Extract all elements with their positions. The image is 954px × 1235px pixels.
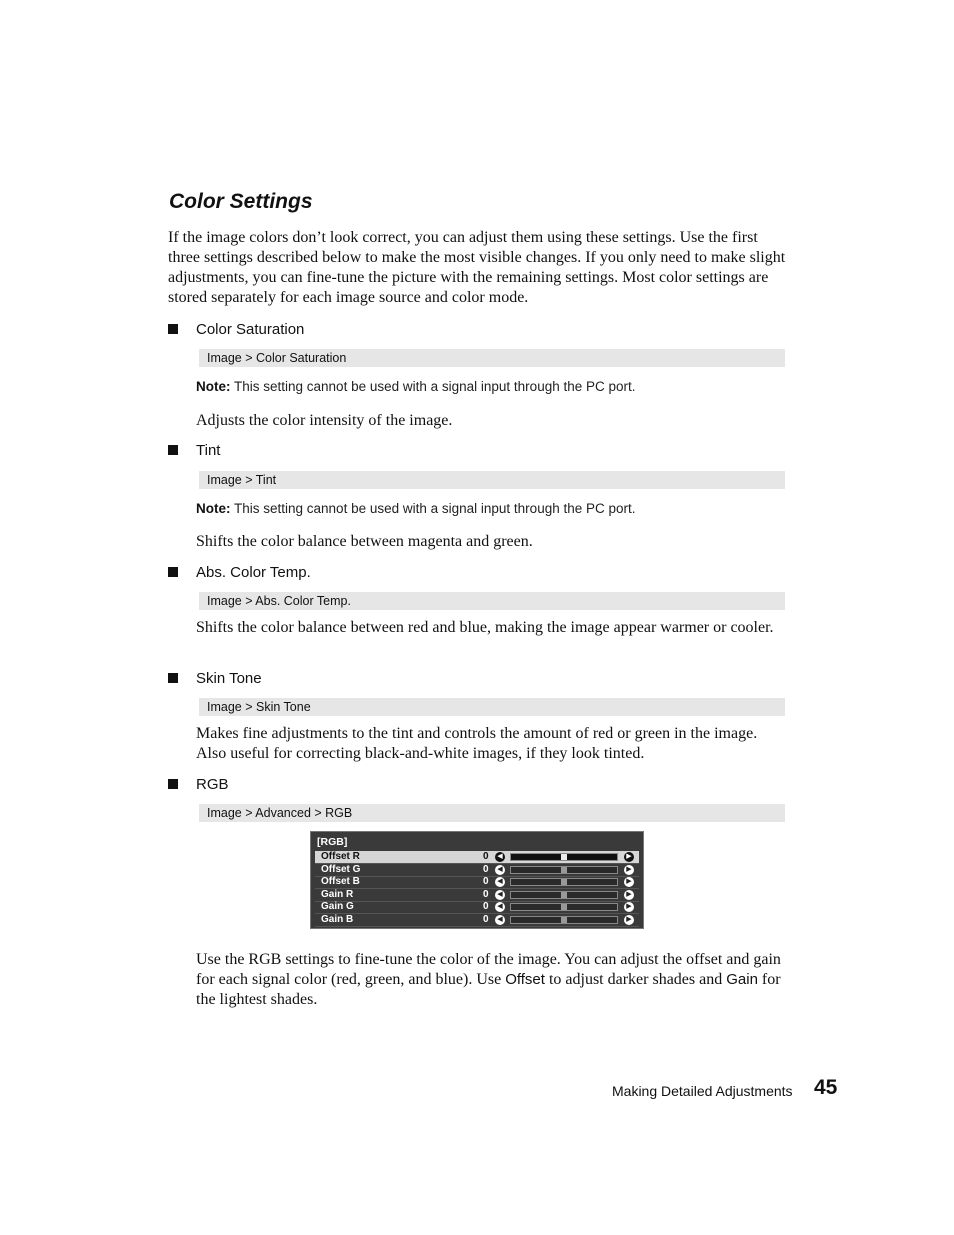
rgb-row-value: 0: [483, 876, 489, 888]
rgb-row-label: Offset R: [321, 851, 360, 862]
arrow-right-icon: ▶: [624, 852, 634, 862]
rgb-menu-screenshot: [310, 831, 644, 929]
bullet-label: Tint: [196, 441, 221, 459]
offset-term: Offset: [505, 971, 545, 988]
rgb-slider-track: [510, 878, 618, 886]
rgb-row-value: 0: [483, 914, 489, 925]
rgb-slider-track: [510, 916, 618, 924]
menu-path-bar: Image > Skin Tone: [199, 698, 785, 716]
bullet-label: Abs. Color Temp.: [196, 563, 311, 581]
bullet-color-saturation: [168, 319, 304, 339]
note-label: Note:: [196, 379, 231, 394]
rgb-menu-row: [315, 901, 639, 914]
bullet-square-icon: [168, 779, 178, 789]
description: Makes fine adjustments to the tint and controls the amount of red or green in the image. Also useful for correcting black-and-white images, if they look tinted.: [196, 725, 758, 762]
bullet-label: Color Saturation: [196, 320, 305, 338]
arrow-left-icon: ◀: [495, 902, 505, 912]
arrow-right-icon: ▶: [624, 865, 634, 875]
rgb-slider-track: [510, 891, 618, 899]
arrow-left-icon: ◀: [495, 852, 505, 862]
arrow-right-icon: ▶: [624, 890, 634, 900]
bullet-label: RGB: [196, 775, 229, 793]
rgb-desc-part3: for the lightest shades.: [196, 971, 781, 1008]
rgb-menu-title: [RGB]: [317, 836, 348, 848]
rgb-row-value: 0: [483, 888, 489, 900]
arrow-right-icon: ▶: [624, 915, 634, 925]
footer-section-title: Making Detailed Adjustments: [612, 1083, 793, 1099]
bullet-square-icon: [168, 567, 178, 577]
rgb-row-label: Gain R: [321, 888, 354, 900]
note-label: Note:: [196, 501, 231, 516]
arrow-left-icon: ◀: [495, 865, 505, 875]
rgb-slider-track: [510, 903, 618, 911]
arrow-left-icon: ◀: [495, 890, 505, 900]
rgb-row-label: Gain G: [321, 901, 354, 913]
rgb-row-value: 0: [483, 851, 489, 862]
arrow-right-icon: ▶: [624, 902, 634, 912]
description: Adjusts the color intensity of the image.: [196, 412, 453, 429]
intro-paragraph: If the image colors don’t look correct, you can adjust them using these settings. Use the first three settings described below to make the most visible changes. If you only need to make slight adjustments, you can fine-tune the picture with the remaining settings. Most color settings are stored separately for each image source and color mode.: [168, 229, 786, 306]
rgb-row-label: Offset B: [321, 876, 360, 888]
rgb-row-label: Offset G: [321, 863, 361, 875]
bullet-square-icon: [168, 324, 178, 334]
note-text: This setting cannot be used with a signal input through the PC port.: [230, 501, 636, 516]
bullet-square-icon: [168, 673, 178, 683]
rgb-desc-part2: to adjust darker shades and: [544, 971, 727, 988]
gain-term: Gain: [726, 971, 758, 988]
note-text: This setting cannot be used with a signal input through the PC port.: [230, 379, 636, 394]
rgb-slider-knob: [561, 917, 567, 923]
bullet-skin-tone: [168, 668, 262, 688]
rgb-menu-row: [315, 914, 639, 927]
menu-path-bar: Image > Advanced > RGB: [199, 804, 785, 822]
bullet-abs-color-temp: [168, 562, 311, 582]
rgb-menu-row: [315, 864, 639, 877]
bullet-tint: [168, 440, 220, 460]
rgb-menu-row: [315, 889, 639, 902]
rgb-menu-row: [315, 876, 639, 889]
note: [196, 378, 636, 396]
rgb-row-value: 0: [483, 901, 489, 913]
bullet-square-icon: [168, 445, 178, 455]
rgb-slider-knob: [561, 867, 567, 873]
arrow-left-icon: ◀: [495, 915, 505, 925]
rgb-slider-knob: [561, 854, 567, 860]
rgb-menu-row: [315, 851, 639, 864]
menu-path-bar: Image > Abs. Color Temp.: [199, 592, 785, 610]
bullet-label: Skin Tone: [196, 669, 262, 687]
rgb-slider-knob: [561, 879, 567, 885]
rgb-slider-track: [510, 866, 618, 874]
note: [196, 500, 636, 518]
page-title: Color Settings: [169, 190, 313, 213]
bullet-rgb: [168, 774, 229, 794]
rgb-description: [196, 950, 786, 1010]
menu-path-bar: Image > Color Saturation: [199, 349, 785, 367]
arrow-left-icon: ◀: [495, 877, 505, 887]
rgb-row-value: 0: [483, 863, 489, 875]
menu-path-bar: Image > Tint: [199, 471, 785, 489]
description: Shifts the color balance between magenta and green.: [196, 533, 533, 550]
rgb-desc-part1: Use the RGB settings to fine-tune the color of the image. You can adjust the offset and gain for each signal color (red, green, and blue). Use: [196, 951, 781, 988]
description: Shifts the color balance between red and blue, making the image appear warmer or cooler.: [196, 619, 774, 636]
page-number: 45: [814, 1076, 838, 1099]
rgb-row-label: Gain B: [321, 914, 354, 925]
rgb-slider-track: [510, 853, 618, 861]
rgb-slider-knob: [561, 892, 567, 898]
arrow-right-icon: ▶: [624, 877, 634, 887]
rgb-slider-knob: [561, 904, 567, 910]
